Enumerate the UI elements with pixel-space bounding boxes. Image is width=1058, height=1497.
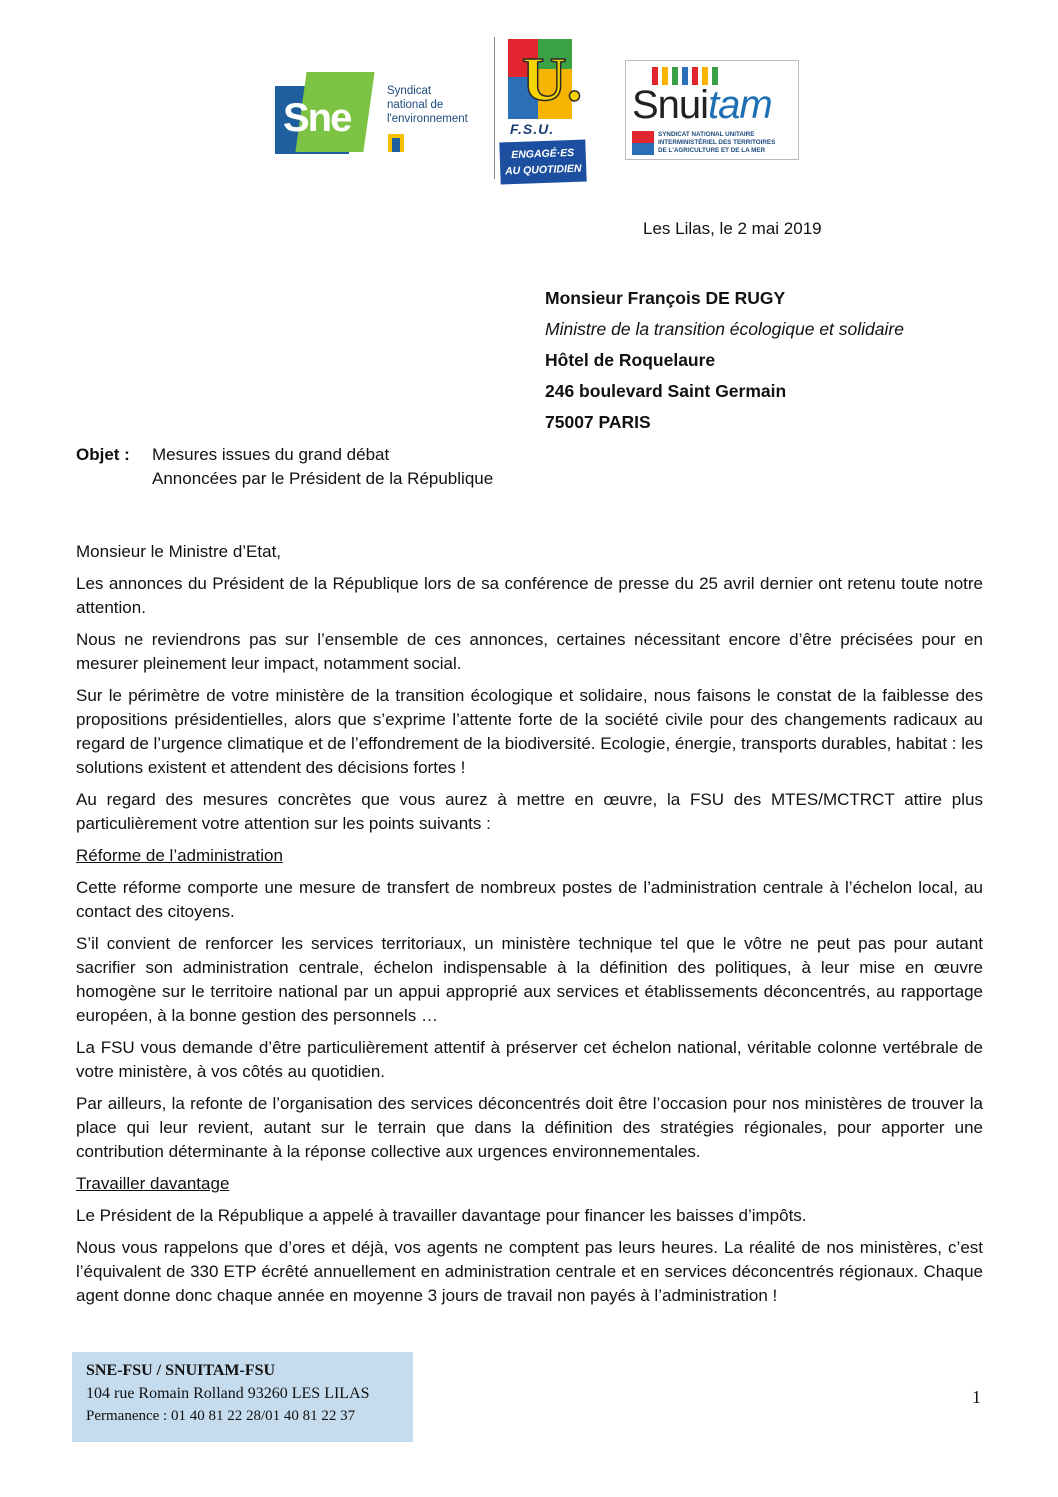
subject-line: Mesures issues du grand débat (152, 445, 390, 464)
paragraph: Les annonces du Président de la République lors de sa conférence de presse du 25 avril dernier ont retenu toute notre attention. (76, 574, 983, 617)
section-heading: Réforme de l’administration (76, 846, 283, 865)
salutation: Monsieur le Ministre d’Etat, (76, 542, 282, 561)
sne-subtitle-line: national de (387, 99, 444, 111)
letter-date: Les Lilas, le 2 mai 2019 (643, 219, 822, 238)
paragraph: Au regard des mesures concrètes que vous aurez à mettre en œuvre, la FSU des MTES/MCTRCT attire plus particulièrement votre attention sur les points suivants : (76, 790, 983, 833)
paragraph: Sur le périmètre de votre ministère de la transition écologique et solidaire, nous faisons le constat de la faiblesse des propositions présidentielles, alors que s’exprime l’attente forte de la société civile pour des changements radicaux au regard de l’urgence climatique et de l’effondrement de la biodiversité. Ecologie, énergie, transports durables, habitat : les solutions existent et attendent des décisions fortes ! (76, 686, 983, 777)
subject-line: Annoncées par le Président de la République (152, 469, 494, 488)
fsu-slogan-line: AU QUOTIDIEN (504, 162, 582, 178)
fsu-logo (494, 37, 590, 179)
subject-label: Objet : (76, 445, 130, 464)
footer-address: 104 rue Romain Rolland 93260 LES LILAS (86, 1385, 370, 1402)
paragraph: Cette réforme comporte une mesure de transfert de nombreux postes de l’administration centrale à l’échelon local, au contact des citoyens. (76, 878, 983, 921)
snuitam-logo (625, 60, 799, 160)
paragraph: Par ailleurs, la refonte de l’organisation des services déconcentrés doit être l’occasion pour nos ministères de trouver la place qui leur revient, autant sur le terrain que dans la définition des stratégies régionales, pour apporter une contribution déterminante à la réponse collective aux urgences environnementales. (76, 1094, 983, 1161)
paragraph: Nous vous rappelons que d’ores et déjà, vos agents ne comptent pas leurs heures. La réalité de nos ministères, c’est l’équivalent de 330 ETP écrêté annuellement en administration centrale et en services déconcentrés régionaux. Chaque agent donne donc chaque année en moyenne 3 jours de travail non payés à l’administration ! (76, 1238, 983, 1305)
snuitam-subtitle-line: SYNDICAT NATIONAL UNITAIRE (658, 131, 755, 138)
sne-logo-word: Sne (283, 96, 351, 140)
footer-org: SNE-FSU / SNUITAM-FSU (86, 1362, 276, 1379)
snuitam-subtitle-line: INTERMINISTÉRIEL DES TERRITOIRES (658, 139, 776, 146)
snuitam-word-a: Snui (632, 83, 709, 127)
snuitam-word-b: tam (708, 83, 772, 127)
subject-text (152, 443, 493, 491)
fsu-letter: U. (522, 46, 583, 114)
divider (494, 37, 495, 179)
fsu-slogan-line: ENGAGÉ·ES (511, 146, 575, 162)
fsu-mini-icon (388, 134, 404, 152)
sne-subtitle-line: Syndicat (387, 85, 432, 97)
sne-logo-subtitle (387, 84, 468, 126)
recipient-line: Hôtel de Roquelaure (545, 350, 716, 370)
snuitam-subtitle-line: DE L'AGRICULTURE ET DE LA MER (658, 147, 766, 154)
snuitam-subtitle (658, 131, 775, 155)
section-heading: Travailler davantage (76, 1174, 230, 1193)
fsu-slogan-box (499, 140, 586, 185)
paragraph: S’il convient de renforcer les services territoriaux, un ministère technique tel que le vôtre ne peut pas pour autant sacrifier son administration centrale, échelon indispensable à la définition des politiques, à leur mise en œuvre homogène sur le territoire national par un appui approprié aux services et établissements déconcentrés, au rapportage européen, à la bonne gestion des personnels … (76, 934, 983, 1025)
fsu-badge-icon (632, 131, 654, 155)
snuitam-word (632, 83, 772, 128)
recipient-line: 246 boulevard Saint Germain (545, 381, 787, 401)
recipient-line: 75007 PARIS (545, 412, 651, 432)
sne-subtitle-line: l'environnement (387, 113, 468, 125)
footer-address-box (72, 1352, 413, 1442)
recipient-title: Ministre de la transition écologique et solidaire (545, 319, 904, 339)
recipient-address (545, 283, 904, 438)
fsu-label: F.S.U. (510, 121, 555, 137)
footer-phone: Permanence : 01 40 81 22 28/01 40 81 22 37 (86, 1408, 356, 1424)
paragraph: Le Président de la République a appelé à travailler davantage pour financer les baisses d’impôts. (76, 1206, 807, 1225)
page-number: 1 (972, 1387, 981, 1407)
fsu-color-blocks (508, 39, 583, 119)
letter-body (76, 540, 983, 1316)
paragraph: Nous ne reviendrons pas sur l’ensemble de ces annonces, certaines nécessitant encore d’être précisées pour en mesurer pleinement leur impact, notamment social. (76, 630, 983, 673)
recipient-name: Monsieur François DE RUGY (545, 288, 786, 308)
sne-logo (275, 72, 475, 158)
paragraph: La FSU vous demande d’être particulièrement attentif à préserver cet échelon national, véritable colonne vertébrale de votre ministère, à vos côtés au quotidien. (76, 1038, 983, 1081)
